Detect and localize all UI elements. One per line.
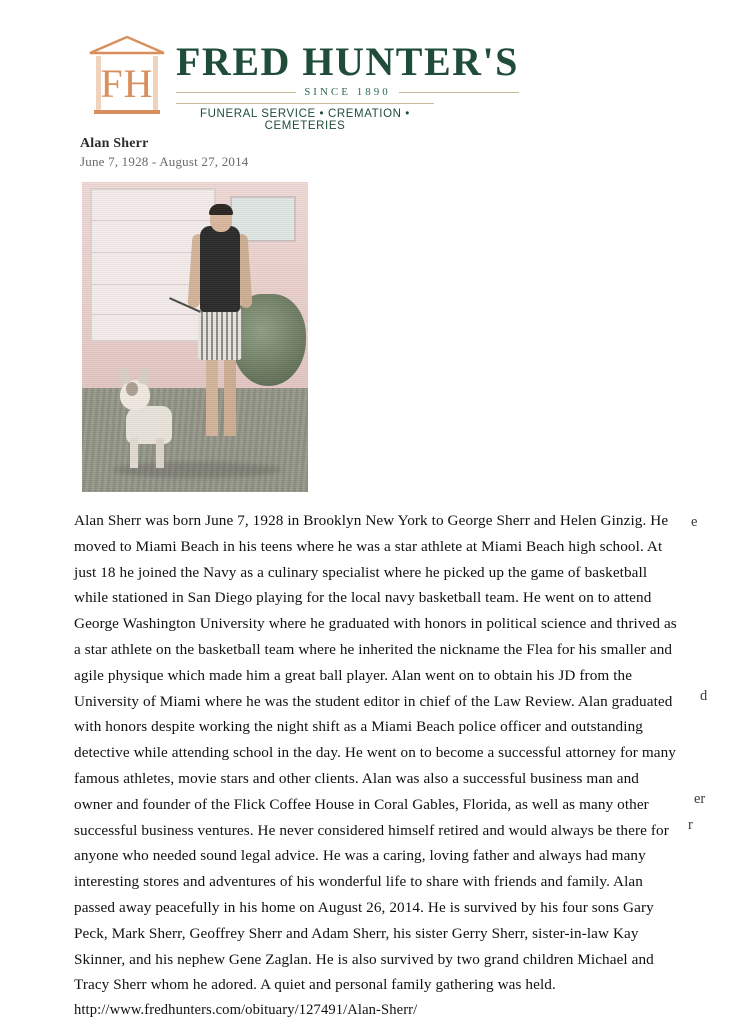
scan-artifact-char-2: d xyxy=(700,688,708,704)
rule-left xyxy=(176,92,296,93)
obituary-text: Alan Sherr was born June 7, 1928 in Brooklyn New York to George Sherr and Helen Ginzig. He moved to Miami Beach in his teens where he was a star athlete at Miami Beach high school. At just 18 he joined the Navy as a culinary specialist where he picked up the game of basketball while stationed in San Diego playing for the local navy basketball team. He went on to attend George Washington University where he graduated with honors in political science and thrived as a star athlete on the basketball team where he inherited the nickname the Flea for his smaller and agile physique which made him a great ball player. Alan went on to obtain his JD from the University of Miami where he was the student editor in chief of the Law Review. Alan graduated with honors despite working the night shift as a Miami Beach police officer and outstanding detective while attending school in the day. He went on to become a successful attorney for many famous athletes, movie stars and other clients. Alan was also a successful business man and owner and founder of the Flick Coffee House in Coral Gables, Florida, as well as many other successful business ventures. He never considered himself retired and would always be there for anyone who needed sound legal advice. He was a caring, loving father and always had many interesting stores and adventures of his wonderful life to share with friends and family. Alan passed away peacefully in his home on August 26, 2014. He is survived by his four sons Gary Peck, Mark Sherr, Geoffrey Sherr and Adam Sherr, his sister Gerry Sherr, sister-in-law Kay Skinner, and his nephew Gene Zaglan. He is also survived by two grand children Michael and Tracy Sherr whom he adored. A quiet and personal family gathering was held. xyxy=(74,512,677,994)
photo-dog-eye-patch xyxy=(126,382,138,396)
scan-artifact-char-3: er xyxy=(694,791,706,807)
photo-man-right-leg xyxy=(224,358,236,436)
photo-man-left-leg xyxy=(206,358,218,436)
logo-monogram: FH xyxy=(100,61,154,106)
brand-services: FUNERAL SERVICE • CREMATION • CEMETERIES xyxy=(176,103,434,132)
pediment-icon xyxy=(88,36,166,56)
brand-name: FRED HUNTER'S xyxy=(176,39,519,84)
photo-man-hair xyxy=(209,204,233,215)
deceased-dates: June 7, 1928 - August 27, 2014 xyxy=(80,154,249,169)
page-title: Alan Sherr xyxy=(80,136,149,151)
obituary-body xyxy=(74,508,678,1024)
deceased-photo xyxy=(82,182,308,492)
obituary-url[interactable]: http://www.fredhunters.com/obituary/127491/Alan-Sherr/ xyxy=(74,1002,418,1019)
photo-man-shorts xyxy=(198,308,242,360)
brand-header xyxy=(88,36,519,132)
scan-artifact-char-1: e xyxy=(691,514,698,530)
photo-man-shirt xyxy=(200,226,240,312)
photo-shrub xyxy=(232,294,306,386)
deceased-block xyxy=(80,136,249,170)
fred-hunters-logo-icon xyxy=(88,36,166,120)
photo-dog-back-leg xyxy=(156,438,164,468)
rule-right xyxy=(399,92,519,93)
photo-dog-front-leg xyxy=(130,438,138,468)
brand-since xyxy=(176,86,519,98)
scan-artifact-char-4: r xyxy=(688,817,693,833)
since-text: SINCE 1890 xyxy=(304,86,391,98)
brand-text-block xyxy=(176,36,519,132)
